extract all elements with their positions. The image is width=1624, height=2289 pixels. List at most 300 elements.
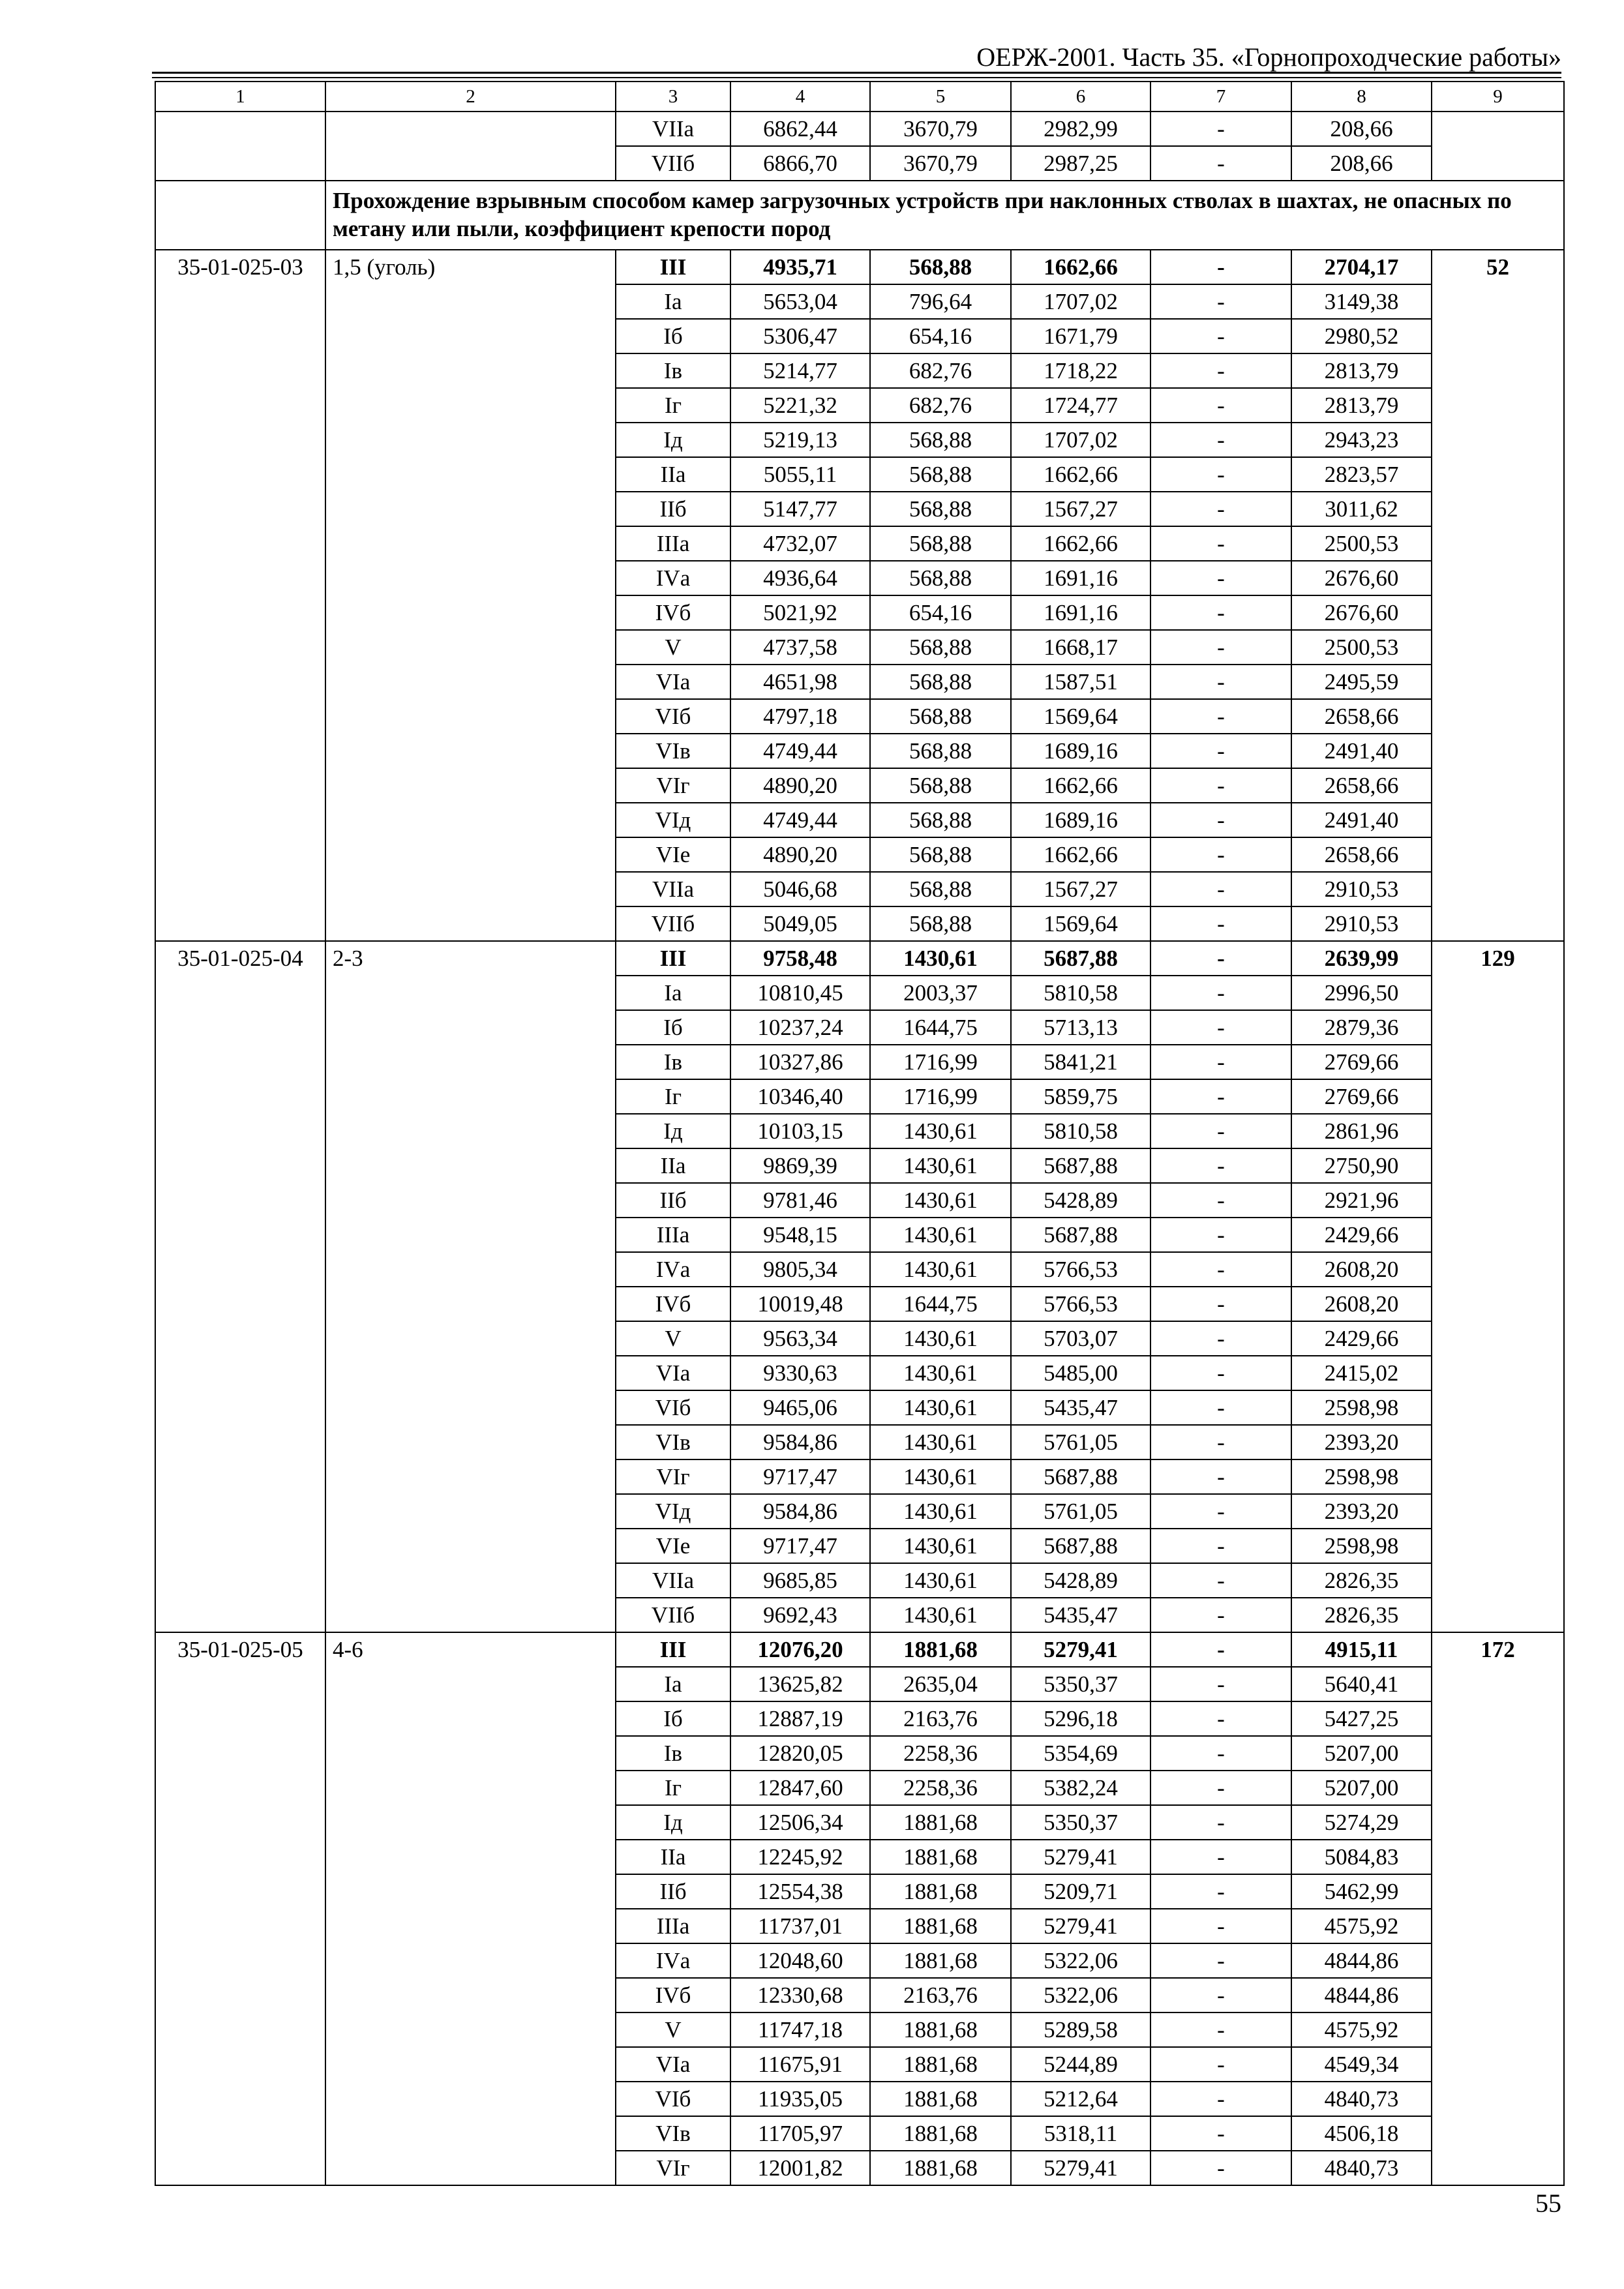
value-cell: 568,88	[870, 561, 1011, 595]
value-cell: 1689,16	[1011, 803, 1150, 837]
value-cell: -	[1150, 1943, 1291, 1978]
value-cell: -	[1150, 1252, 1291, 1287]
value-cell: 208,66	[1291, 146, 1432, 181]
value-cell: -	[1150, 1459, 1291, 1494]
value-cell: -	[1150, 1736, 1291, 1771]
value-cell: 1662,66	[1011, 526, 1150, 561]
value-cell: 4915,11	[1291, 1632, 1432, 1667]
value-cell: -	[1150, 1494, 1291, 1529]
value-cell: 1662,66	[1011, 768, 1150, 803]
value-cell: 2429,66	[1291, 1218, 1432, 1252]
value-cell: 2258,36	[870, 1736, 1011, 1771]
zone-cell: V	[616, 1321, 730, 1356]
value-cell: 4575,92	[1291, 2012, 1432, 2047]
value-cell: 5279,41	[1011, 2151, 1150, 2185]
value-cell: 1718,22	[1011, 353, 1150, 388]
value-cell: 1430,61	[870, 1425, 1011, 1459]
value-cell: 5084,83	[1291, 1840, 1432, 1874]
zone-cell: VIб	[616, 699, 730, 734]
value-cell: 5810,58	[1011, 1114, 1150, 1148]
code-cell	[155, 112, 325, 181]
value-cell: 568,88	[870, 906, 1011, 941]
zone-cell: IIIа	[616, 526, 730, 561]
value-cell: -	[1150, 2082, 1291, 2116]
value-cell: 5640,41	[1291, 1667, 1432, 1701]
value-cell: 2258,36	[870, 1771, 1011, 1805]
zone-cell: III	[616, 250, 730, 284]
page-number: 55	[1535, 2189, 1561, 2218]
value-cell: 5435,47	[1011, 1598, 1150, 1632]
zone-cell: Iв	[616, 1045, 730, 1079]
value-cell: 5021,92	[730, 595, 870, 630]
value-cell: -	[1150, 2151, 1291, 2185]
hardness-cell: 4-6	[325, 1632, 616, 2185]
value-cell: 1430,61	[870, 1321, 1011, 1356]
running-header: ОЕРЖ-2001. Часть 35. «Горнопроходческие работы»	[976, 42, 1561, 72]
value-cell: -	[1150, 1771, 1291, 1805]
value-cell: 5766,53	[1011, 1287, 1150, 1321]
zone-cell: Iв	[616, 1736, 730, 1771]
value-cell: -	[1150, 1287, 1291, 1321]
value-cell: 568,88	[870, 423, 1011, 457]
value-cell: -	[1150, 1563, 1291, 1598]
value-cell: 2987,25	[1011, 146, 1150, 181]
zone-cell: Iд	[616, 423, 730, 457]
column-number: 8	[1291, 82, 1432, 112]
value-cell: 4890,20	[730, 837, 870, 872]
value-cell: -	[1150, 1598, 1291, 1632]
value-cell: -	[1150, 1356, 1291, 1390]
value-cell: 2491,40	[1291, 803, 1432, 837]
value-cell: 1691,16	[1011, 561, 1150, 595]
value-cell: 10103,15	[730, 1114, 870, 1148]
value-cell: 1881,68	[870, 1840, 1011, 1874]
value-cell: 2813,79	[1291, 353, 1432, 388]
value-cell: -	[1150, 941, 1291, 976]
zone-cell: IIб	[616, 1874, 730, 1909]
value-cell: 568,88	[870, 492, 1011, 526]
value-cell: 2163,76	[870, 1701, 1011, 1736]
value-cell: 1430,61	[870, 1563, 1011, 1598]
value-cell: 4890,20	[730, 768, 870, 803]
value-cell: 3670,79	[870, 146, 1011, 181]
value-cell: 5318,11	[1011, 2116, 1150, 2151]
value-cell: -	[1150, 1390, 1291, 1425]
value-cell: 5354,69	[1011, 1736, 1150, 1771]
value-cell: 2813,79	[1291, 388, 1432, 423]
value-cell: 2500,53	[1291, 526, 1432, 561]
value-cell: 5350,37	[1011, 1667, 1150, 1701]
value-cell: 12820,05	[730, 1736, 870, 1771]
value-cell: -	[1150, 353, 1291, 388]
value-cell: 4549,34	[1291, 2047, 1432, 2082]
value-cell: 2393,20	[1291, 1494, 1432, 1529]
index-cell: 172	[1432, 1632, 1564, 2185]
value-cell: 9717,47	[730, 1459, 870, 1494]
hardness-cell: 1,5 (уголь)	[325, 250, 616, 941]
value-cell: 9717,47	[730, 1529, 870, 1563]
price-table	[155, 81, 1565, 2186]
value-cell: 9781,46	[730, 1183, 870, 1218]
code-cell: 35-01-025-04	[155, 941, 325, 1632]
zone-cell: VIIа	[616, 872, 730, 906]
value-cell: 2879,36	[1291, 1010, 1432, 1045]
zone-cell: VIа	[616, 2047, 730, 2082]
value-cell: 5687,88	[1011, 1148, 1150, 1183]
value-cell: 9685,85	[730, 1563, 870, 1598]
value-cell: 2861,96	[1291, 1114, 1432, 1148]
zone-cell: VIе	[616, 1529, 730, 1563]
value-cell: 1662,66	[1011, 457, 1150, 492]
column-number: 3	[616, 82, 730, 112]
zone-cell: VIа	[616, 1356, 730, 1390]
value-cell: 2943,23	[1291, 423, 1432, 457]
value-cell: 2598,98	[1291, 1459, 1432, 1494]
value-cell: 1716,99	[870, 1045, 1011, 1079]
value-cell: 3011,62	[1291, 492, 1432, 526]
value-cell: 1430,61	[870, 1114, 1011, 1148]
value-cell: 5687,88	[1011, 1529, 1150, 1563]
value-cell: 1430,61	[870, 1218, 1011, 1252]
value-cell: 12847,60	[730, 1771, 870, 1805]
zone-cell: VIв	[616, 2116, 730, 2151]
value-cell: 682,76	[870, 353, 1011, 388]
value-cell: 9548,15	[730, 1218, 870, 1252]
value-cell: 2826,35	[1291, 1563, 1432, 1598]
value-cell: 5306,47	[730, 319, 870, 353]
zone-cell: Iа	[616, 284, 730, 319]
value-cell: 5435,47	[1011, 1390, 1150, 1425]
value-cell: -	[1150, 837, 1291, 872]
value-cell: 10810,45	[730, 976, 870, 1010]
column-number: 5	[870, 82, 1011, 112]
value-cell: -	[1150, 803, 1291, 837]
value-cell: 5296,18	[1011, 1701, 1150, 1736]
value-cell: 568,88	[870, 872, 1011, 906]
zone-cell: VIв	[616, 1425, 730, 1459]
value-cell: 5703,07	[1011, 1321, 1150, 1356]
value-cell: -	[1150, 1425, 1291, 1459]
value-cell: 1430,61	[870, 941, 1011, 976]
header-rule	[152, 72, 1561, 74]
zone-cell: Iг	[616, 388, 730, 423]
value-cell: 1881,68	[870, 1909, 1011, 1943]
zone-cell: IIа	[616, 457, 730, 492]
value-cell: 10237,24	[730, 1010, 870, 1045]
value-cell: 3670,79	[870, 112, 1011, 146]
index-cell: 129	[1432, 941, 1564, 1632]
value-cell: 2658,66	[1291, 699, 1432, 734]
value-cell: 1881,68	[870, 2151, 1011, 2185]
value-cell: 1724,77	[1011, 388, 1150, 423]
value-cell: 9869,39	[730, 1148, 870, 1183]
value-cell: -	[1150, 665, 1291, 699]
value-cell: 654,16	[870, 319, 1011, 353]
value-cell: 13625,82	[730, 1667, 870, 1701]
value-cell: 1430,61	[870, 1183, 1011, 1218]
value-cell: 2980,52	[1291, 319, 1432, 353]
value-cell: -	[1150, 734, 1291, 768]
section-blank-cell	[155, 181, 325, 250]
value-cell: 5046,68	[730, 872, 870, 906]
value-cell: 1569,64	[1011, 906, 1150, 941]
value-cell: 4840,73	[1291, 2082, 1432, 2116]
value-cell: 568,88	[870, 699, 1011, 734]
value-cell: -	[1150, 768, 1291, 803]
value-cell: 4936,64	[730, 561, 870, 595]
value-cell: 12245,92	[730, 1840, 870, 1874]
zone-cell: Iб	[616, 1701, 730, 1736]
value-cell: 5322,06	[1011, 1943, 1150, 1978]
zone-cell: VIIб	[616, 906, 730, 941]
value-cell: 2491,40	[1291, 734, 1432, 768]
zone-cell: IIб	[616, 1183, 730, 1218]
value-cell: 5214,77	[730, 353, 870, 388]
value-cell: 10019,48	[730, 1287, 870, 1321]
value-cell: 5147,77	[730, 492, 870, 526]
value-cell: 568,88	[870, 665, 1011, 699]
zone-cell: IVб	[616, 1978, 730, 2012]
zone-cell: IIIа	[616, 1909, 730, 1943]
value-cell: 11737,01	[730, 1909, 870, 1943]
zone-cell: Iб	[616, 1010, 730, 1045]
column-number: 1	[155, 82, 325, 112]
value-cell: 4506,18	[1291, 2116, 1432, 2151]
value-cell: 1716,99	[870, 1079, 1011, 1114]
hardness-cell	[325, 112, 616, 181]
value-cell: 1881,68	[870, 1632, 1011, 1667]
value-cell: 12330,68	[730, 1978, 870, 2012]
value-cell: -	[1150, 1701, 1291, 1736]
value-cell: 1662,66	[1011, 250, 1150, 284]
zone-cell: IIб	[616, 492, 730, 526]
zone-cell: VIIа	[616, 1563, 730, 1598]
value-cell: -	[1150, 1805, 1291, 1840]
value-cell: -	[1150, 423, 1291, 457]
value-cell: 1689,16	[1011, 734, 1150, 768]
value-cell: 5761,05	[1011, 1425, 1150, 1459]
section-title: Прохождение взрывным способом камер загрузочных устройств при наклонных стволах в шахтах, не опасных по метану или пыли, коэффициент крепости пород	[325, 181, 1564, 250]
value-cell: -	[1150, 2047, 1291, 2082]
value-cell: 9584,86	[730, 1494, 870, 1529]
value-cell: -	[1150, 319, 1291, 353]
zone-cell: Iд	[616, 1805, 730, 1840]
value-cell: 5810,58	[1011, 976, 1150, 1010]
value-cell: 2982,99	[1011, 112, 1150, 146]
value-cell: 5209,71	[1011, 1874, 1150, 1909]
value-cell: 2639,99	[1291, 941, 1432, 976]
value-cell: -	[1150, 1529, 1291, 1563]
value-cell: 5427,25	[1291, 1701, 1432, 1736]
column-number: 2	[325, 82, 616, 112]
zone-cell: VIб	[616, 2082, 730, 2116]
value-cell: 4844,86	[1291, 1943, 1432, 1978]
value-cell: 1881,68	[870, 1805, 1011, 1840]
zone-cell: IVа	[616, 561, 730, 595]
value-cell: 11747,18	[730, 2012, 870, 2047]
value-cell: 5221,32	[730, 388, 870, 423]
value-cell: -	[1150, 112, 1291, 146]
value-cell: 2769,66	[1291, 1079, 1432, 1114]
value-cell: -	[1150, 284, 1291, 319]
value-cell: 2598,98	[1291, 1390, 1432, 1425]
value-cell: 1881,68	[870, 2082, 1011, 2116]
value-cell: 4732,07	[730, 526, 870, 561]
value-cell: 2608,20	[1291, 1252, 1432, 1287]
value-cell: -	[1150, 1874, 1291, 1909]
value-cell: 4575,92	[1291, 1909, 1432, 1943]
value-cell: 1671,79	[1011, 319, 1150, 353]
value-cell: 4844,86	[1291, 1978, 1432, 2012]
group-main-row	[155, 941, 1564, 976]
zone-cell: III	[616, 941, 730, 976]
zone-cell: VIа	[616, 665, 730, 699]
value-cell: 5207,00	[1291, 1771, 1432, 1805]
value-cell: -	[1150, 906, 1291, 941]
value-cell: 5289,58	[1011, 2012, 1150, 2047]
value-cell: 2495,59	[1291, 665, 1432, 699]
value-cell: 1569,64	[1011, 699, 1150, 734]
zone-cell: VIе	[616, 837, 730, 872]
column-number-row	[155, 82, 1564, 112]
value-cell: 9465,06	[730, 1390, 870, 1425]
zone-cell: VIг	[616, 2151, 730, 2185]
value-cell: -	[1150, 976, 1291, 1010]
value-cell: 9805,34	[730, 1252, 870, 1287]
value-cell: 4749,44	[730, 803, 870, 837]
value-cell: 5212,64	[1011, 2082, 1150, 2116]
value-cell: -	[1150, 595, 1291, 630]
value-cell: -	[1150, 561, 1291, 595]
value-cell: 5653,04	[730, 284, 870, 319]
value-cell: 2635,04	[870, 1667, 1011, 1701]
zone-cell: Iб	[616, 319, 730, 353]
zone-cell: Iа	[616, 1667, 730, 1701]
value-cell: 2429,66	[1291, 1321, 1432, 1356]
zone-cell: V	[616, 2012, 730, 2047]
value-cell: 5049,05	[730, 906, 870, 941]
zone-cell: Iв	[616, 353, 730, 388]
value-cell: 10346,40	[730, 1079, 870, 1114]
value-cell: 2704,17	[1291, 250, 1432, 284]
value-cell: 11675,91	[730, 2047, 870, 2082]
value-cell: 2598,98	[1291, 1529, 1432, 1563]
value-cell: 4935,71	[730, 250, 870, 284]
zone-cell: Iг	[616, 1771, 730, 1805]
zone-cell: VIд	[616, 1494, 730, 1529]
value-cell: 2910,53	[1291, 872, 1432, 906]
value-cell: 6866,70	[730, 146, 870, 181]
value-cell: 1707,02	[1011, 423, 1150, 457]
value-cell: -	[1150, 1010, 1291, 1045]
zone-cell: Iд	[616, 1114, 730, 1148]
value-cell: 5485,00	[1011, 1356, 1150, 1390]
section-row	[155, 181, 1564, 250]
column-number: 7	[1150, 82, 1291, 112]
value-cell: 2676,60	[1291, 595, 1432, 630]
value-cell: 1707,02	[1011, 284, 1150, 319]
value-cell: 2658,66	[1291, 837, 1432, 872]
value-cell: 1430,61	[870, 1494, 1011, 1529]
zone-cell: IVа	[616, 1252, 730, 1287]
value-cell: 2769,66	[1291, 1045, 1432, 1079]
group-main-row	[155, 250, 1564, 284]
value-cell: 2163,76	[870, 1978, 1011, 2012]
value-cell: -	[1150, 2012, 1291, 2047]
value-cell: 2393,20	[1291, 1425, 1432, 1459]
value-cell: 12506,34	[730, 1805, 870, 1840]
zone-cell: IIIа	[616, 1218, 730, 1252]
value-cell: 1430,61	[870, 1598, 1011, 1632]
value-cell: VIIб	[616, 146, 730, 181]
value-cell: 568,88	[870, 734, 1011, 768]
value-cell: -	[1150, 1183, 1291, 1218]
zone-cell: VIIб	[616, 1598, 730, 1632]
value-cell: 2921,96	[1291, 1183, 1432, 1218]
value-cell: 2996,50	[1291, 976, 1432, 1010]
value-cell: 5274,29	[1291, 1805, 1432, 1840]
value-cell: 4840,73	[1291, 2151, 1432, 2185]
value-cell: 2823,57	[1291, 457, 1432, 492]
value-cell: 654,16	[870, 595, 1011, 630]
column-number: 9	[1432, 82, 1564, 112]
value-cell: -	[1150, 1840, 1291, 1874]
value-cell: 5207,00	[1291, 1736, 1432, 1771]
value-cell: 9692,43	[730, 1598, 870, 1632]
value-cell: 5841,21	[1011, 1045, 1150, 1079]
value-cell: -	[1150, 1218, 1291, 1252]
value-cell: 9330,63	[730, 1356, 870, 1390]
value-cell: 5761,05	[1011, 1494, 1150, 1529]
hardness-cell: 2-3	[325, 941, 616, 1632]
value-cell: -	[1150, 457, 1291, 492]
value-cell: 2910,53	[1291, 906, 1432, 941]
value-cell: 5382,24	[1011, 1771, 1150, 1805]
value-cell: 5219,13	[730, 423, 870, 457]
value-cell: 2608,20	[1291, 1287, 1432, 1321]
value-cell: -	[1150, 1321, 1291, 1356]
zone-cell: IVб	[616, 1287, 730, 1321]
zone-cell: VIг	[616, 768, 730, 803]
value-cell: 568,88	[870, 457, 1011, 492]
value-cell: 9584,86	[730, 1425, 870, 1459]
value-cell: -	[1150, 872, 1291, 906]
index-cell	[1432, 112, 1564, 181]
value-cell: 11705,97	[730, 2116, 870, 2151]
value-cell: 5279,41	[1011, 1909, 1150, 1943]
value-cell: 568,88	[870, 526, 1011, 561]
value-cell: 1644,75	[870, 1010, 1011, 1045]
value-cell: 5462,99	[1291, 1874, 1432, 1909]
value-cell: 12001,82	[730, 2151, 870, 2185]
value-cell: 3149,38	[1291, 284, 1432, 319]
value-cell: 12076,20	[730, 1632, 870, 1667]
value-cell: 1691,16	[1011, 595, 1150, 630]
value-cell: 1430,61	[870, 1390, 1011, 1425]
value-cell: 796,64	[870, 284, 1011, 319]
value-cell: 5713,13	[1011, 1010, 1150, 1045]
value-cell: 4651,98	[730, 665, 870, 699]
value-cell: 12554,38	[730, 1874, 870, 1909]
value-cell: 2003,37	[870, 976, 1011, 1010]
zone-cell: IVа	[616, 1943, 730, 1978]
value-cell: 1881,68	[870, 1874, 1011, 1909]
value-cell: 568,88	[870, 250, 1011, 284]
value-cell: 1881,68	[870, 1943, 1011, 1978]
value-cell: -	[1150, 1978, 1291, 2012]
value-cell: 2415,02	[1291, 1356, 1432, 1390]
value-cell: 208,66	[1291, 112, 1432, 146]
